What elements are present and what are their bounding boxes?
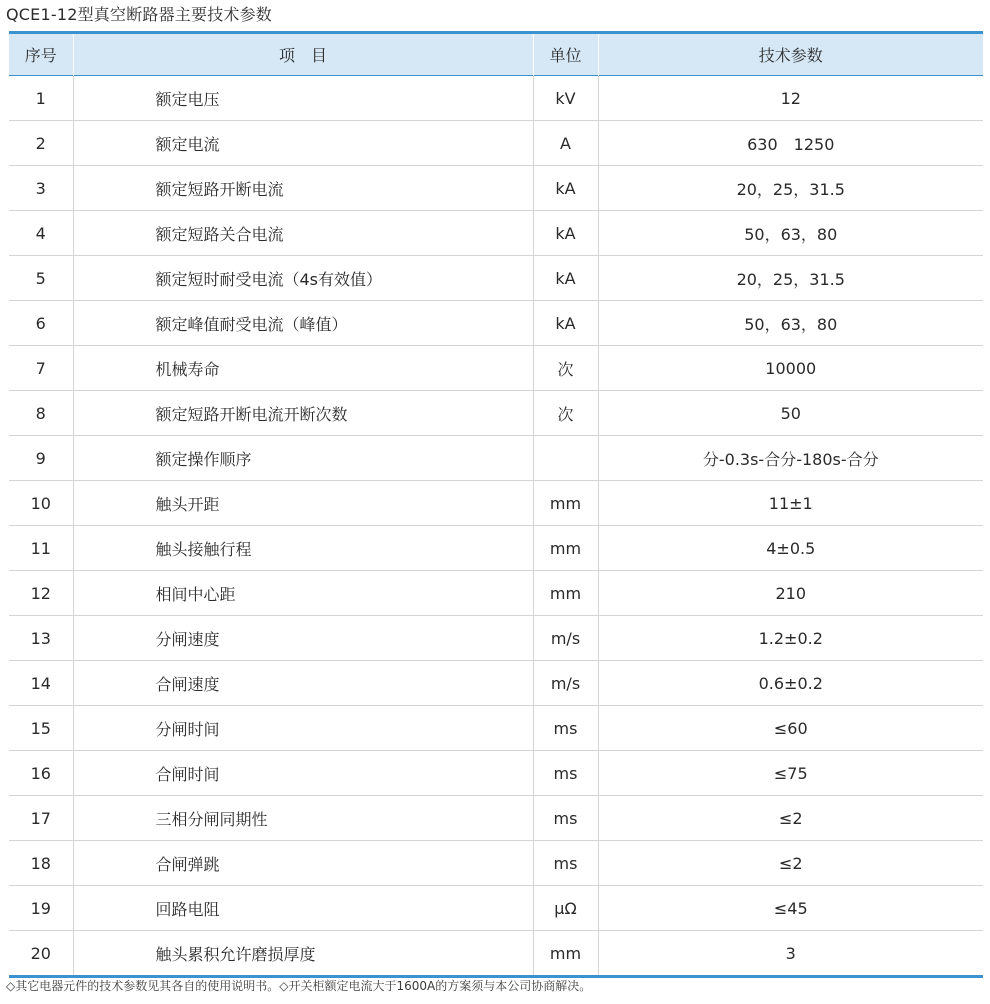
- cell-technical-parameter: 11±1: [598, 481, 983, 526]
- cell-item: 分闸时间: [73, 706, 533, 751]
- cell-technical-parameter: 20，25，31.5: [598, 256, 983, 301]
- table-row: [9, 436, 983, 481]
- cell-serial-number: 12: [9, 571, 73, 616]
- table-row: [9, 256, 983, 301]
- table-row: [9, 166, 983, 211]
- cell-item: 额定电流: [73, 121, 533, 166]
- cell-serial-number: 3: [9, 166, 73, 211]
- cell-unit: kA: [533, 256, 598, 301]
- table-row: [9, 796, 983, 841]
- cell-item: 额定峰值耐受电流（峰值）: [73, 301, 533, 346]
- cell-technical-parameter: 20，25，31.5: [598, 166, 983, 211]
- cell-unit: kA: [533, 211, 598, 256]
- cell-technical-parameter: ≤2: [598, 841, 983, 886]
- cell-unit: m/s: [533, 661, 598, 706]
- cell-technical-parameter: 50，63，80: [598, 301, 983, 346]
- cell-serial-number: 9: [9, 436, 73, 481]
- parameters-table: [9, 31, 983, 978]
- cell-unit: mm: [533, 481, 598, 526]
- header-unit: 单位: [533, 34, 598, 76]
- cell-item: 额定短路开断电流: [73, 166, 533, 211]
- table-row: [9, 301, 983, 346]
- cell-technical-parameter: 50: [598, 391, 983, 436]
- cell-item: 回路电阻: [73, 886, 533, 931]
- cell-serial-number: 4: [9, 211, 73, 256]
- cell-serial-number: 19: [9, 886, 73, 931]
- cell-unit: ms: [533, 796, 598, 841]
- cell-unit: mm: [533, 526, 598, 571]
- cell-item: 合闸弹跳: [73, 841, 533, 886]
- cell-unit: ms: [533, 841, 598, 886]
- cell-serial-number: 7: [9, 346, 73, 391]
- cell-technical-parameter: 3: [598, 931, 983, 976]
- header-serial-number: 序号: [9, 34, 73, 76]
- header-technical-parameter: 技术参数: [598, 34, 983, 76]
- cell-item: 额定短路开断电流开断次数: [73, 391, 533, 436]
- cell-serial-number: 13: [9, 616, 73, 661]
- table-row: [9, 841, 983, 886]
- cell-item: 合闸时间: [73, 751, 533, 796]
- cell-technical-parameter: 4±0.5: [598, 526, 983, 571]
- page-title: QCE1-12型真空断路器主要技术参数: [6, 5, 272, 24]
- cell-technical-parameter: 0.6±0.2: [598, 661, 983, 706]
- cell-technical-parameter: 12: [598, 76, 983, 121]
- cell-unit: m/s: [533, 616, 598, 661]
- table-row: [9, 571, 983, 616]
- cell-item: 额定短时耐受电流（4s有效值）: [73, 256, 533, 301]
- table-row: [9, 931, 983, 976]
- cell-serial-number: 1: [35, 88, 46, 108]
- table-row: [9, 616, 983, 661]
- cell-technical-parameter: ≤2: [598, 796, 983, 841]
- cell-unit: kA: [533, 301, 598, 346]
- cell-technical-parameter: 50，63，80: [598, 211, 983, 256]
- cell-unit: mm: [533, 571, 598, 616]
- cell-unit: ms: [533, 751, 598, 796]
- cell-item: 额定短路关合电流: [73, 211, 533, 256]
- cell-serial-number: 14: [9, 661, 73, 706]
- cell-unit: kV: [533, 76, 598, 121]
- table-body: [9, 76, 983, 976]
- cell-serial-number: 2: [9, 121, 73, 166]
- cell-serial-number: 5: [9, 256, 73, 301]
- footnote: ◇其它电器元件的技术参数见其各自的使用说明书。◇开关柜额定电流大于1600A的方案须与本公司协商解决。: [6, 979, 592, 993]
- cell-unit: ms: [533, 706, 598, 751]
- cell-technical-parameter: 210: [598, 571, 983, 616]
- cell-item: 相间中心距: [73, 571, 533, 616]
- cell-serial-number: 17: [9, 796, 73, 841]
- cell-unit: A: [533, 121, 598, 166]
- cell-item: 触头开距: [73, 481, 533, 526]
- table-header-row: [9, 34, 983, 76]
- cell-serial-number: 15: [9, 706, 73, 751]
- cell-technical-parameter: ≤75: [598, 751, 983, 796]
- cell-unit: μΩ: [533, 886, 598, 931]
- cell-serial-number: 18: [9, 841, 73, 886]
- table-row: [9, 76, 983, 121]
- table-row: [9, 121, 983, 166]
- cell-item: 额定电压: [73, 76, 533, 121]
- cell-technical-parameter: 630 1250: [598, 121, 983, 166]
- cell-technical-parameter: 1.2±0.2: [598, 616, 983, 661]
- cell-item: 额定操作顺序: [73, 436, 533, 481]
- table-row: [9, 886, 983, 931]
- cell-unit: 次: [533, 391, 598, 436]
- cell-unit: 次: [533, 346, 598, 391]
- cell-item: 分闸速度: [73, 616, 533, 661]
- cell-item: 三相分闸同期性: [73, 796, 533, 841]
- cell-serial-number: 16: [9, 751, 73, 796]
- cell-item: 触头接触行程: [73, 526, 533, 571]
- cell-serial-number: 20: [9, 931, 73, 976]
- table-row: [9, 526, 983, 571]
- table-row: [9, 481, 983, 526]
- cell-serial-number: 8: [9, 391, 73, 436]
- header-item: 项 目: [73, 34, 533, 76]
- cell-serial-number: 11: [9, 526, 73, 571]
- cell-unit: kA: [533, 166, 598, 211]
- cell-unit: [533, 436, 598, 481]
- cell-technical-parameter: 10000: [598, 346, 983, 391]
- cell-technical-parameter: ≤45: [598, 886, 983, 931]
- cell-item: 触头累积允许磨损厚度: [73, 931, 533, 976]
- cell-unit: mm: [533, 931, 598, 976]
- cell-technical-parameter: ≤60: [598, 706, 983, 751]
- table-row: [9, 751, 983, 796]
- cell-technical-parameter: 分-0.3s-合分-180s-合分: [598, 436, 983, 481]
- table-row: [9, 661, 983, 706]
- table-row: [9, 211, 983, 256]
- table-row: [9, 346, 983, 391]
- cell-item: 机械寿命: [73, 346, 533, 391]
- cell-serial-number: 6: [9, 301, 73, 346]
- table-row: [9, 391, 983, 436]
- table-row: [9, 706, 983, 751]
- cell-item: 合闸速度: [73, 661, 533, 706]
- cell-serial-number: 10: [9, 481, 73, 526]
